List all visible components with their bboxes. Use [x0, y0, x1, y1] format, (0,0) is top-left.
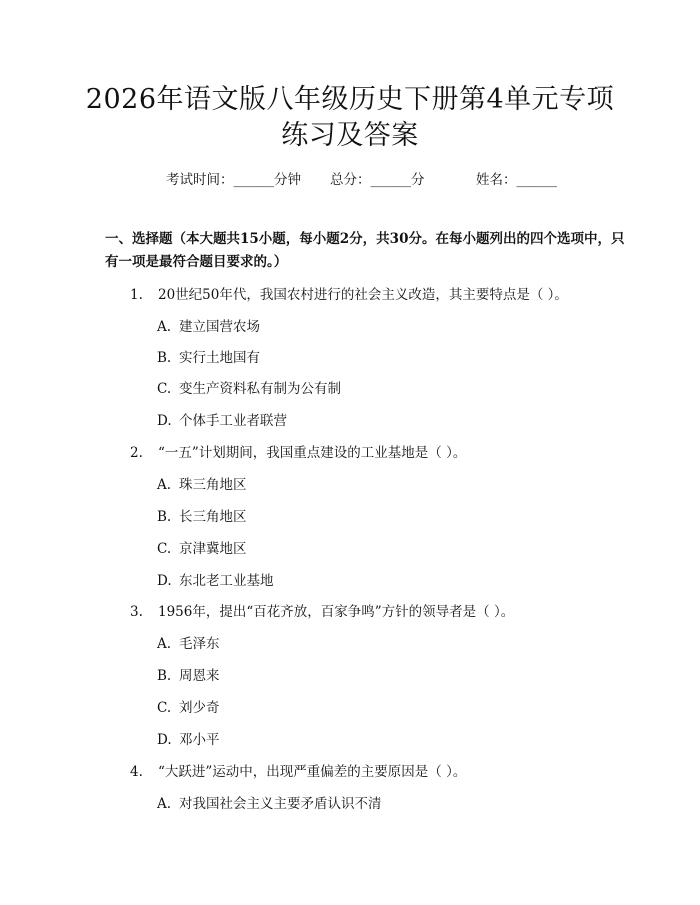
option-letter: C. — [157, 541, 172, 557]
option-text: 刘少奇 — [179, 700, 220, 716]
question-3-option-d — [157, 728, 220, 748]
option-text: 实行土地国有 — [179, 350, 260, 366]
question-1-option-d — [157, 409, 287, 429]
option-letter: B. — [157, 350, 172, 366]
option-letter: D. — [157, 413, 172, 429]
question-number: 4. — [130, 764, 143, 780]
option-text: 毛泽东 — [179, 636, 220, 652]
question-1-option-a — [157, 315, 260, 335]
section-heading-multiple-choice: 一、选择题（本大题共15小题，每小题2分，共30分。在每小题列出的四个选项中，只有一项是最符合题目要求的。） — [105, 231, 625, 270]
option-text: 对我国社会主义主要矛盾认识不清 — [179, 796, 382, 812]
question-2-option-a — [157, 473, 247, 493]
question-4-option-a — [157, 792, 382, 812]
total-score-field: 总分：______分 — [330, 172, 425, 188]
option-letter: A. — [157, 636, 172, 652]
document-title-line-2: 练习及答案 — [281, 120, 419, 151]
question-3-option-a — [157, 632, 220, 652]
question-stem: “大跃进”运动中，出现严重偏差的主要原因是（ ）。 — [158, 764, 467, 780]
option-letter: A. — [157, 796, 172, 812]
question-3 — [130, 600, 514, 620]
option-letter: C. — [157, 700, 172, 716]
question-2 — [130, 441, 466, 461]
option-letter: B. — [157, 668, 172, 684]
option-text: 变生产资料私有制为公有制 — [179, 381, 341, 397]
option-text: 长三角地区 — [179, 509, 247, 525]
question-number: 3. — [130, 604, 143, 620]
question-1 — [130, 283, 568, 303]
question-1-option-c — [157, 377, 341, 397]
option-text: 邓小平 — [179, 732, 220, 748]
question-number: 1. — [130, 287, 143, 303]
question-3-option-c — [157, 696, 220, 716]
exam-time-field: 考试时间：______分钟 — [166, 172, 301, 188]
option-letter: A. — [157, 319, 172, 335]
option-text: 建立国营农场 — [179, 319, 260, 335]
option-letter: A. — [157, 477, 172, 493]
question-stem: 1956年，提出“百花齐放，百家争鸣”方针的领导者是（ ）。 — [158, 604, 515, 620]
question-number: 2. — [130, 445, 143, 461]
question-2-option-d — [157, 569, 274, 589]
question-4 — [130, 760, 466, 780]
option-text: 东北老工业基地 — [179, 573, 274, 589]
option-letter: D. — [157, 732, 172, 748]
option-text: 周恩来 — [179, 668, 220, 684]
question-stem: 20世纪50年代，我国农村进行的社会主义改造，其主要特点是（ ）。 — [158, 287, 568, 303]
question-2-option-c — [157, 537, 247, 557]
question-3-option-b — [157, 664, 220, 684]
option-text: 个体手工业者联营 — [179, 413, 287, 429]
question-2-option-b — [157, 505, 247, 525]
student-name-field: 姓名：______ — [476, 172, 557, 188]
option-text: 京津冀地区 — [179, 541, 247, 557]
exam-info-row — [0, 168, 700, 188]
option-letter: B. — [157, 509, 172, 525]
option-text: 珠三角地区 — [179, 477, 247, 493]
question-1-option-b — [157, 346, 260, 366]
option-letter: C. — [157, 381, 172, 397]
option-letter: D. — [157, 573, 172, 589]
document-title-line-1: 2026年语文版八年级历史下册第4单元专项 — [85, 84, 615, 115]
question-stem: “一五”计划期间，我国重点建设的工业基地是（ ）。 — [158, 445, 467, 461]
